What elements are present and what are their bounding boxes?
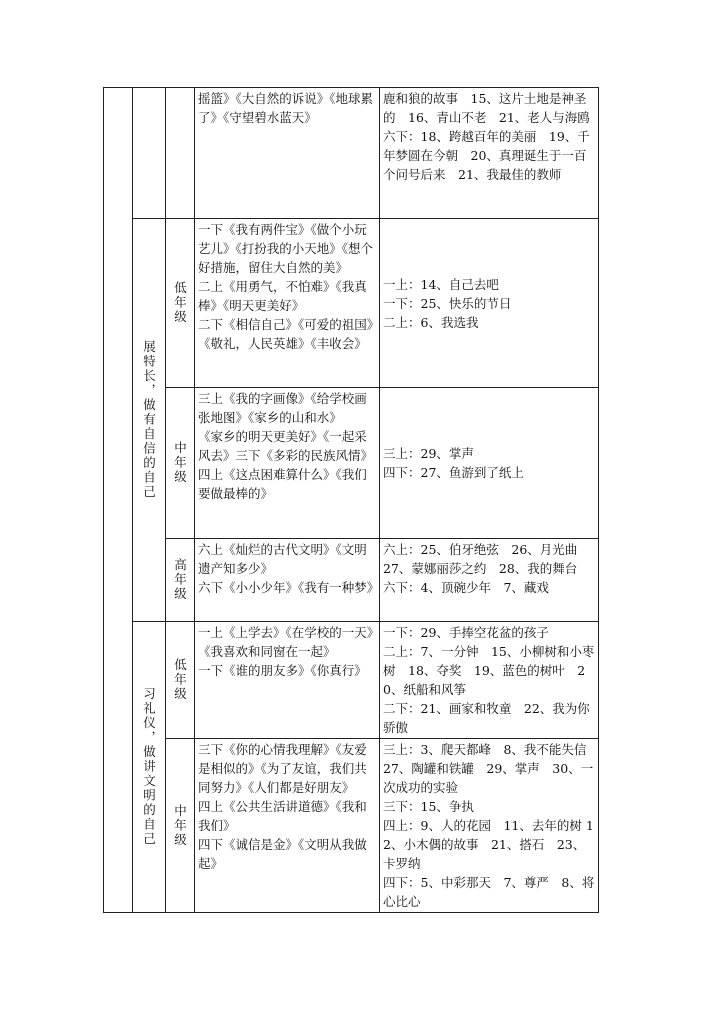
category-title: 展特长，做有自信的自己 [133,219,166,622]
lesson-entry: 六下：18、跨越百年的美丽 19、千年梦圆在今朝 20、真理诞生于一百个问号后来 21、我最佳的教师 [383,129,590,182]
lesson-entry: 六下：4、顶碗少年 7、藏戏 [383,580,549,595]
textbook-cell [195,88,380,219]
textbook-entry: 三下《你的心情我理解》《友爱是相似的》《为了友谊，我们共同努力》《人们都是好朋友》 [198,742,367,795]
textbook-entry: 六上《灿烂的古代文明》《文明遗产知多少》 [198,542,367,576]
grade-label: 中年级 [166,739,195,913]
outer-column [104,88,133,913]
table-row [104,88,599,219]
lesson-entry: 一下：25、快乐的节日 [383,295,512,311]
lesson-cell [380,539,599,622]
grade-label: 高年级 [166,539,195,622]
lesson-cell [380,88,599,219]
category-cell-empty [133,88,166,219]
lesson-entry: 四下：27、鱼游到了纸上 [383,465,524,480]
lesson-cell [380,739,599,913]
table-row [104,622,599,739]
lesson-entry: 三上：3、爬天都峰 8、我不能失信 27、陶罐和铁罐 29、掌声 30、一次成功的实验 [383,742,599,795]
lesson-cell [380,219,599,388]
table-row [104,539,599,622]
lesson-entry: 一下：29、手捧空花盆的孩子 [383,625,549,640]
textbook-cell [195,739,380,913]
lesson-entry: 二下：21、画家和牧童 22、我为你骄傲 [383,701,590,735]
lesson-entry: 三上：29、掌声 [383,446,474,461]
textbook-cell [195,622,380,739]
curriculum-table [103,87,599,913]
lesson-entry: 一上：14、自己去吧 [383,276,499,292]
textbook-entry: 六下《小小少年》《我有一种梦》 [198,580,380,595]
lesson-cell [380,388,599,539]
lesson-entry: 六上：25、伯牙绝弦 26、月光曲 27、蒙娜丽莎之约 28、我的舞台 [383,542,590,576]
textbook-cell [195,539,380,622]
textbook-cell [195,388,380,539]
textbook-entry: 四下《诚信是金》《文明从我做起》 [198,837,367,871]
grade-cell-empty [166,88,195,219]
lesson-entry: 三下：15、争执 [383,799,474,814]
textbook-entry: 《家乡的明天更美好》《一起采风去》三下《多彩的民族风情》四上《这点困难算什么》《我们要做最棒的》 [198,429,374,501]
textbook-entry: 一下《谁的朋友多》《你真行》 [198,663,367,678]
category-title: 习礼仪，做讲文明的自己 [133,622,166,913]
textbook-entry: 二下《相信自己》《可爱的祖国》《敬礼，人民英雄》《丰收会》 [198,317,374,351]
textbook-entry: 三上《我的字画像》《给学校画张地图》《家乡的山和水》 [198,391,367,425]
grade-label: 中年级 [166,388,195,539]
table-row [104,388,599,539]
grade-label: 低年级 [166,622,195,739]
textbook-cell [195,219,380,388]
lesson-entry: 二上：7、一分钟 15、小柳树和小枣树 18、夺奖 19、蓝色的树叶 20、纸船和风筝 [383,644,595,697]
lesson-entry: 四上：9、人的花园 11、去年的树 12、小木偶的故事 21、搭石 23、卡罗纳 [383,818,594,871]
textbook-entry: 一上《上学去》《在学校的一天》《我喜欢和同窗在一起》 [198,625,374,659]
grade-label: 低年级 [166,219,195,388]
textbook-entry: 二上《用勇气，不怕难》《我真棒》《明天更美好》 [198,279,367,313]
table-row [104,739,599,913]
lesson-entry: 鹿和狼的故事 15、这片土地是神圣的 16、青山不老 21、老人与海鸥 [383,91,590,125]
textbook-entry: 摇篮》《大自然的诉说》《地球累了》《守望碧水蓝天》 [198,91,374,125]
textbook-entry: 一下《我有两件宝》《做个小玩艺儿》《打扮我的小天地》《想个好措施，留住大自然的美》 [198,222,374,275]
textbook-entry: 四上《公共生活讲道德》《我和我们》 [198,799,367,833]
lesson-cell [380,622,599,739]
lesson-entry: 四下：5、中彩那天 7、尊严 8、将心比心 [383,875,595,909]
lesson-entry: 二上：6、我选我 [383,314,479,330]
table-row [104,219,599,388]
